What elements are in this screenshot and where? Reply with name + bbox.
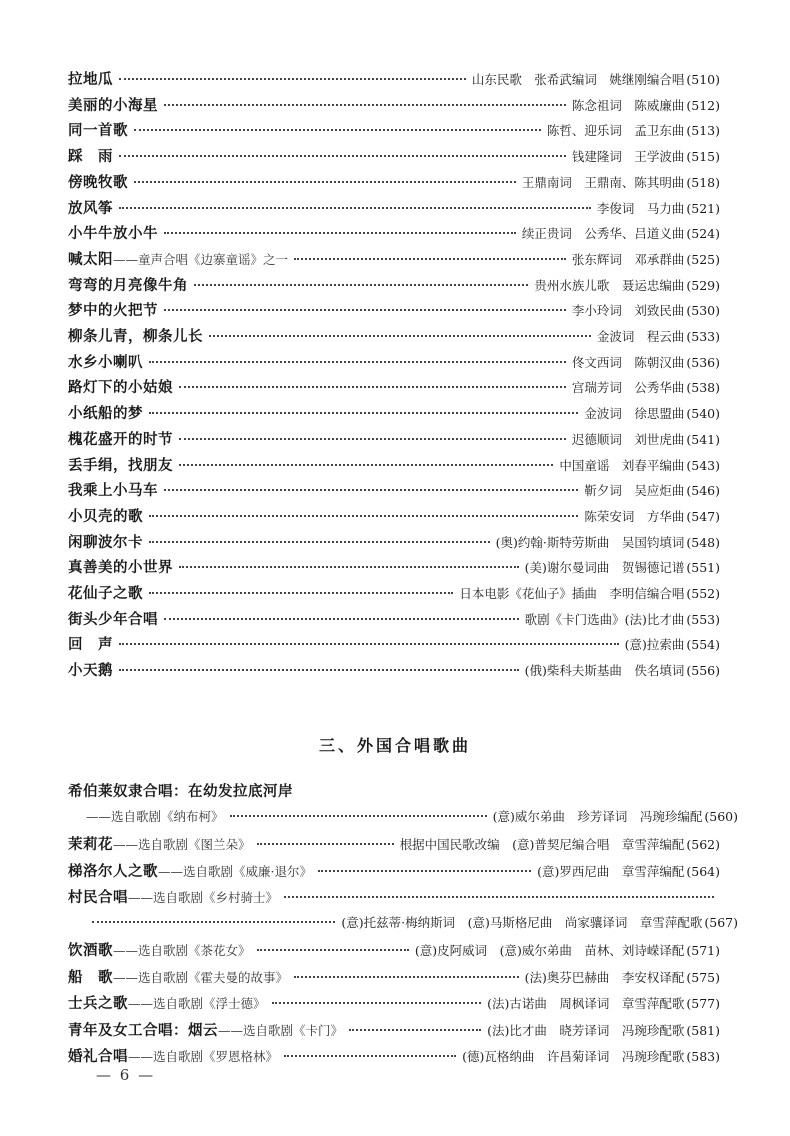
page-number-footer: — 6 — (96, 1066, 156, 1084)
entry-credit: (意)罗西尼曲 章雪萍编配 (537, 863, 685, 879)
entry-page-number: (546) (686, 483, 720, 499)
entry-page-number: (575) (686, 969, 720, 985)
toc-entry (68, 531, 720, 553)
dot-leader (164, 309, 566, 311)
toc-entry (68, 68, 720, 90)
toc-entry (68, 807, 738, 829)
entry-credit: (德)瓦格纳曲 许昌菊译词 冯琬珍配歌 (462, 1049, 685, 1064)
entry-credit: (法)古诺曲 周枫译词 章雪萍配歌 (487, 996, 685, 1011)
dot-leader (92, 921, 335, 923)
entry-title: 小纸船的梦 (68, 406, 143, 423)
entry-page-number: (551) (686, 560, 720, 576)
entry-title: 花仙子之歌 (68, 586, 143, 602)
toc-entry (68, 556, 720, 578)
toc-entry (68, 939, 720, 961)
toc-entry (68, 966, 720, 988)
dot-leader (164, 232, 516, 234)
entry-title: 青年及女工合唱：烟云 (68, 1022, 218, 1039)
entry-title: 柳条儿青，柳条儿长 (68, 329, 203, 345)
dot-leader (272, 1002, 482, 1004)
entry-credit: 李俊词 马力曲 (596, 200, 685, 216)
dot-leader (119, 669, 519, 671)
entry-credit: (俄)柴科夫斯基曲 佚名填词 (524, 663, 685, 679)
toc-entry (68, 633, 720, 655)
entry-title: 街头少年合唱 (68, 611, 158, 628)
entry-title: 喊太阳 (68, 251, 113, 268)
entry-credit: 迟德顺词 刘世虎曲 (571, 431, 685, 447)
dot-leader (164, 618, 519, 620)
dot-leader (134, 181, 516, 183)
toc-entry (68, 659, 720, 681)
dot-leader (257, 843, 394, 845)
entry-title: 路灯下的小姑娘 (68, 380, 173, 397)
entry-title: 傍晚牧歌 (68, 174, 128, 191)
entry-credit: 宫瑞芳词 公秀华曲 (571, 380, 685, 396)
dot-leader (194, 284, 528, 286)
entry-subtitle: ——选自歌剧《罗恩格林》 (128, 1049, 279, 1064)
entry-page-number: (567) (704, 914, 738, 930)
dot-leader (294, 976, 519, 978)
dot-leader (179, 566, 519, 568)
entry-title: 踩 雨 (68, 149, 113, 166)
entry-title: 梦中的火把节 (68, 303, 158, 320)
entry-credit: 根据中国民歌改编 (意)普契尼编合唱 章雪萍编配 (399, 837, 685, 852)
entry-subtitle: ——童声合唱《边寨童谣》之一 (113, 251, 289, 267)
toc-entry (68, 171, 720, 193)
entry-page-number: (510) (686, 72, 720, 87)
entry-page-number: (513) (686, 123, 720, 139)
dot-leader (164, 489, 578, 491)
entry-page-number: (525) (686, 251, 720, 267)
section-heading: 三、外国合唱歌曲 (318, 736, 471, 755)
dot-leader (119, 207, 591, 209)
toc-entry (68, 325, 720, 347)
entry-credit: 中国童谣 刘春平编曲 (559, 457, 685, 473)
toc-entry (68, 94, 720, 116)
entry-page-number: (521) (686, 200, 720, 216)
entry-page-number: (543) (686, 457, 720, 473)
dot-leader (149, 361, 566, 363)
entry-credit: 张东辉词 邓承群曲 (571, 251, 685, 267)
entry-credit: 日本电影《花仙子》插曲 李明信编合唱 (459, 586, 685, 601)
entry-credit: 陈哲、迎乐词 孟卫东曲 (546, 123, 685, 139)
entry-page-number: (536) (686, 354, 720, 370)
dot-leader (149, 592, 453, 594)
entry-title: 小贝壳的歌 (68, 508, 143, 525)
entry-subtitle: ——选自歌剧《纳布柯》 (86, 808, 224, 824)
dot-leader (149, 412, 578, 414)
entry-credit: (法)奥芬巴赫曲 李安权译配 (524, 969, 685, 985)
dot-leader (119, 155, 566, 157)
entry-page-number: (564) (686, 863, 720, 879)
entry-credit: 靳夕词 吴应炬曲 (584, 483, 685, 499)
toc-entry (68, 479, 720, 501)
dot-leader (149, 541, 490, 543)
entry-credit: (意)威尔弟曲 珍芳译词 冯琬珍编配 (492, 808, 703, 824)
dot-leader (318, 870, 531, 872)
entry-credit: 陈荣安词 方华曲 (584, 508, 685, 524)
entry-credit: (美)谢尔曼词曲 贺锡德记谱 (524, 560, 685, 576)
entry-credit: 金波词 徐思盟曲 (584, 406, 685, 422)
entry-page-number: (553) (686, 611, 720, 627)
entry-page-number: (547) (686, 508, 720, 524)
entry-credit: (意)皮阿威词 (意)威尔弟曲 苗林、刘诗嵘译配 (414, 943, 685, 958)
entry-title: 船 歌 (68, 969, 113, 986)
entry-title: 同一首歌 (68, 123, 128, 140)
entry-subtitle: ——选自歌剧《茶花女》 (113, 943, 251, 958)
dot-leader (284, 896, 714, 898)
entry-page-number: (512) (686, 97, 720, 113)
entry-page-number: (571) (686, 943, 720, 958)
dot-leader (179, 464, 553, 466)
entry-credit: 续正贵词 公秀华、吕道义曲 (521, 226, 685, 242)
dot-leader (349, 1029, 481, 1031)
entry-title: 小天鹅 (68, 663, 113, 680)
toc-entry (68, 402, 720, 424)
entry-credit: (意)拉索曲 (624, 637, 685, 653)
dot-leader (284, 1055, 456, 1057)
toc-entry (68, 833, 720, 855)
entry-title: 希伯莱奴隶合唱：在幼发拉底河岸 (68, 784, 293, 800)
dot-leader (149, 515, 578, 517)
entry-title: 婚礼合唱 (68, 1049, 128, 1065)
entry-page-number: (540) (686, 406, 720, 422)
entry-credit: 王鼎南词 王鼎南、陈其明曲 (521, 174, 685, 190)
entry-credit: (奥)约翰·斯特劳斯曲 吴国钧填词 (495, 534, 685, 550)
entry-title: 回 声 (68, 637, 113, 654)
entry-page-number: (529) (686, 277, 720, 293)
dot-leader (230, 815, 487, 817)
toc-entry (68, 582, 720, 604)
entry-subtitle: ——选自歌剧《乡村骑士》 (128, 890, 279, 905)
entry-page-number: (583) (686, 1049, 720, 1064)
entry-page-number: (552) (686, 586, 720, 601)
toc-entry (68, 505, 720, 527)
entry-page-number: (554) (686, 637, 720, 653)
entry-title: 丢手绢，找朋友 (68, 457, 173, 474)
toc-entry (68, 1045, 720, 1067)
entry-page-number: (556) (686, 663, 720, 679)
entry-page-number: (577) (686, 996, 720, 1011)
toc-entry (68, 197, 720, 219)
toc-entry (68, 248, 720, 270)
entry-credit: 佟文西词 陈朝汉曲 (571, 354, 685, 370)
toc-entry (68, 299, 720, 321)
toc-entry (68, 351, 720, 373)
entry-title: 水乡小喇叭 (68, 354, 143, 371)
entry-title: 弯弯的月亮像牛角 (68, 277, 188, 294)
toc-entry (68, 780, 720, 802)
entry-title: 饮酒歌 (68, 943, 113, 959)
entry-title: 闲聊波尔卡 (68, 534, 143, 551)
entry-title: 小牛牛放小牛 (68, 226, 158, 243)
dot-leader (179, 386, 566, 388)
entry-page-number: (515) (686, 149, 720, 165)
entry-page-number: (530) (686, 303, 720, 319)
toc-entry (68, 913, 738, 935)
toc-entry (68, 860, 720, 882)
entry-credit: 李小玲词 刘致民曲 (571, 303, 685, 319)
dot-leader (164, 104, 566, 106)
entry-subtitle: ——选自歌剧《卡门》 (218, 1022, 344, 1038)
entry-page-number: (518) (686, 174, 720, 190)
entry-subtitle: ——选自歌剧《浮士德》 (128, 996, 266, 1011)
toc-entry (68, 992, 720, 1014)
entry-title: 我乘上小马车 (68, 483, 158, 500)
entry-credit: (意)托兹蒂·梅纳斯词 (意)马斯格尼曲 尚家骧译词 章雪萍配歌 (341, 914, 703, 930)
entry-title: 村民合唱 (68, 890, 128, 906)
toc-entry (68, 376, 720, 398)
entry-credit: 钱建隆词 王学波曲 (571, 149, 685, 165)
entry-subtitle: ——选自歌剧《图兰朵》 (113, 837, 251, 852)
toc-entry (68, 145, 720, 167)
dot-leader (119, 78, 466, 80)
entry-subtitle: ——选自歌剧《霍夫曼的故事》 (113, 969, 289, 985)
entry-page-number: (533) (686, 329, 720, 344)
entry-page-number: (581) (686, 1022, 720, 1038)
entry-page-number: (541) (686, 431, 720, 447)
entry-credit: 陈念祖词 陈威廉曲 (571, 97, 685, 113)
entry-title: 真善美的小世界 (68, 560, 173, 577)
entry-title: 拉地瓜 (68, 72, 113, 88)
entry-title: 放风筝 (68, 200, 113, 217)
toc-entry (68, 1019, 720, 1041)
entry-page-number: (548) (686, 534, 720, 550)
dot-leader (257, 949, 409, 951)
toc-entry (68, 119, 720, 141)
entry-page-number: (560) (704, 808, 738, 824)
entry-page-number: (538) (686, 380, 720, 396)
dot-leader (294, 258, 566, 260)
entry-title: 梯洛尔人之歌 (68, 863, 158, 880)
entry-page-number: (524) (686, 226, 720, 242)
entry-title: 美丽的小海星 (68, 97, 158, 114)
entry-credit: 歌剧《卡门选曲》(法)比才曲 (524, 611, 685, 627)
entry-page-number: (562) (686, 837, 720, 852)
dot-leader (134, 129, 541, 131)
dot-leader (209, 335, 591, 337)
toc-entry (68, 428, 720, 450)
dot-leader (119, 643, 619, 645)
toc-entry (68, 274, 720, 296)
entry-credit: (法)比才曲 晓芳译词 冯琬珍配歌 (487, 1022, 685, 1038)
entry-title: 士兵之歌 (68, 996, 128, 1012)
entry-credit: 金波词 程云曲 (596, 329, 685, 344)
toc-entry (68, 608, 720, 630)
toc-entry (68, 222, 720, 244)
entry-subtitle: ——选自歌剧《威廉·退尔》 (158, 863, 312, 879)
entry-credit: 山东民歌 张希武编词 姚继刚编合唱 (471, 72, 685, 87)
entry-credit: 贵州水族儿歌 聂运忠编曲 (534, 277, 685, 293)
toc-entry (68, 454, 720, 476)
toc-entry (68, 886, 720, 908)
dot-leader (179, 438, 566, 440)
entry-title: 槐花盛开的时节 (68, 431, 173, 448)
entry-title: 茉莉花 (68, 837, 113, 853)
